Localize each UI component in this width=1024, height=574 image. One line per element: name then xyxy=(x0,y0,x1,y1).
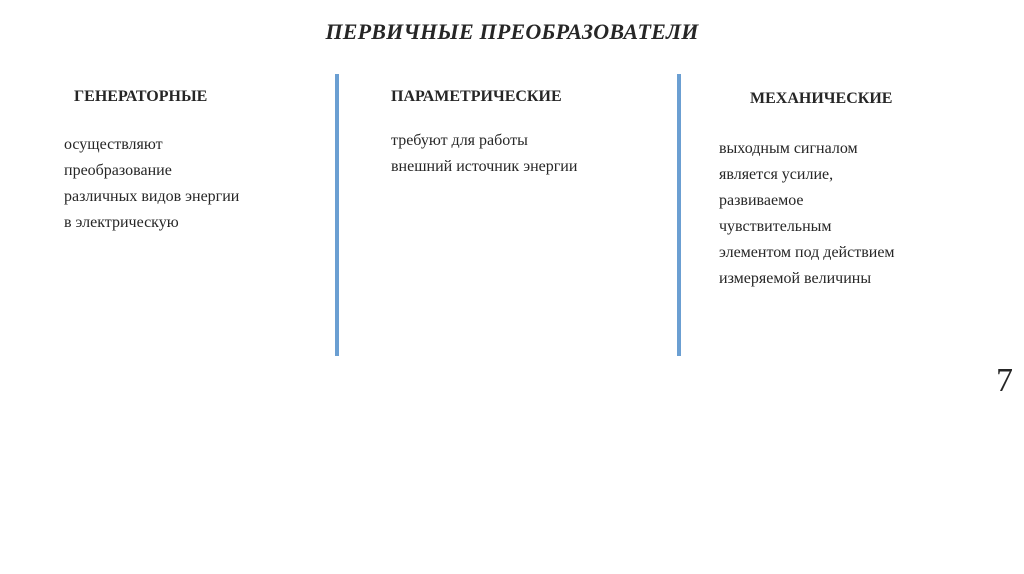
text-parametric: требуют для работы внешний источник энергии xyxy=(391,132,578,175)
heading-generator: ГЕНЕРАТОРНЫЕ xyxy=(74,88,208,105)
text-generator: осуществляют преобразование различных видов энергии в электрическую xyxy=(64,136,240,231)
column-divider-left xyxy=(335,74,339,356)
text-mechanical: выходным сигналом является усилие, развиваемое чувствительным элементом под действием измеряемой величины xyxy=(719,140,895,287)
column-divider-right xyxy=(677,74,681,356)
heading-mechanical: МЕХАНИЧЕСКИЕ xyxy=(750,90,893,107)
slide-title: ПЕРВИЧНЫЕ ПРЕОБРАЗОВАТЕЛИ xyxy=(325,19,699,44)
page-number: 7 xyxy=(996,362,1013,399)
heading-parametric: ПАРАМЕТРИЧЕСКИЕ xyxy=(391,88,562,105)
